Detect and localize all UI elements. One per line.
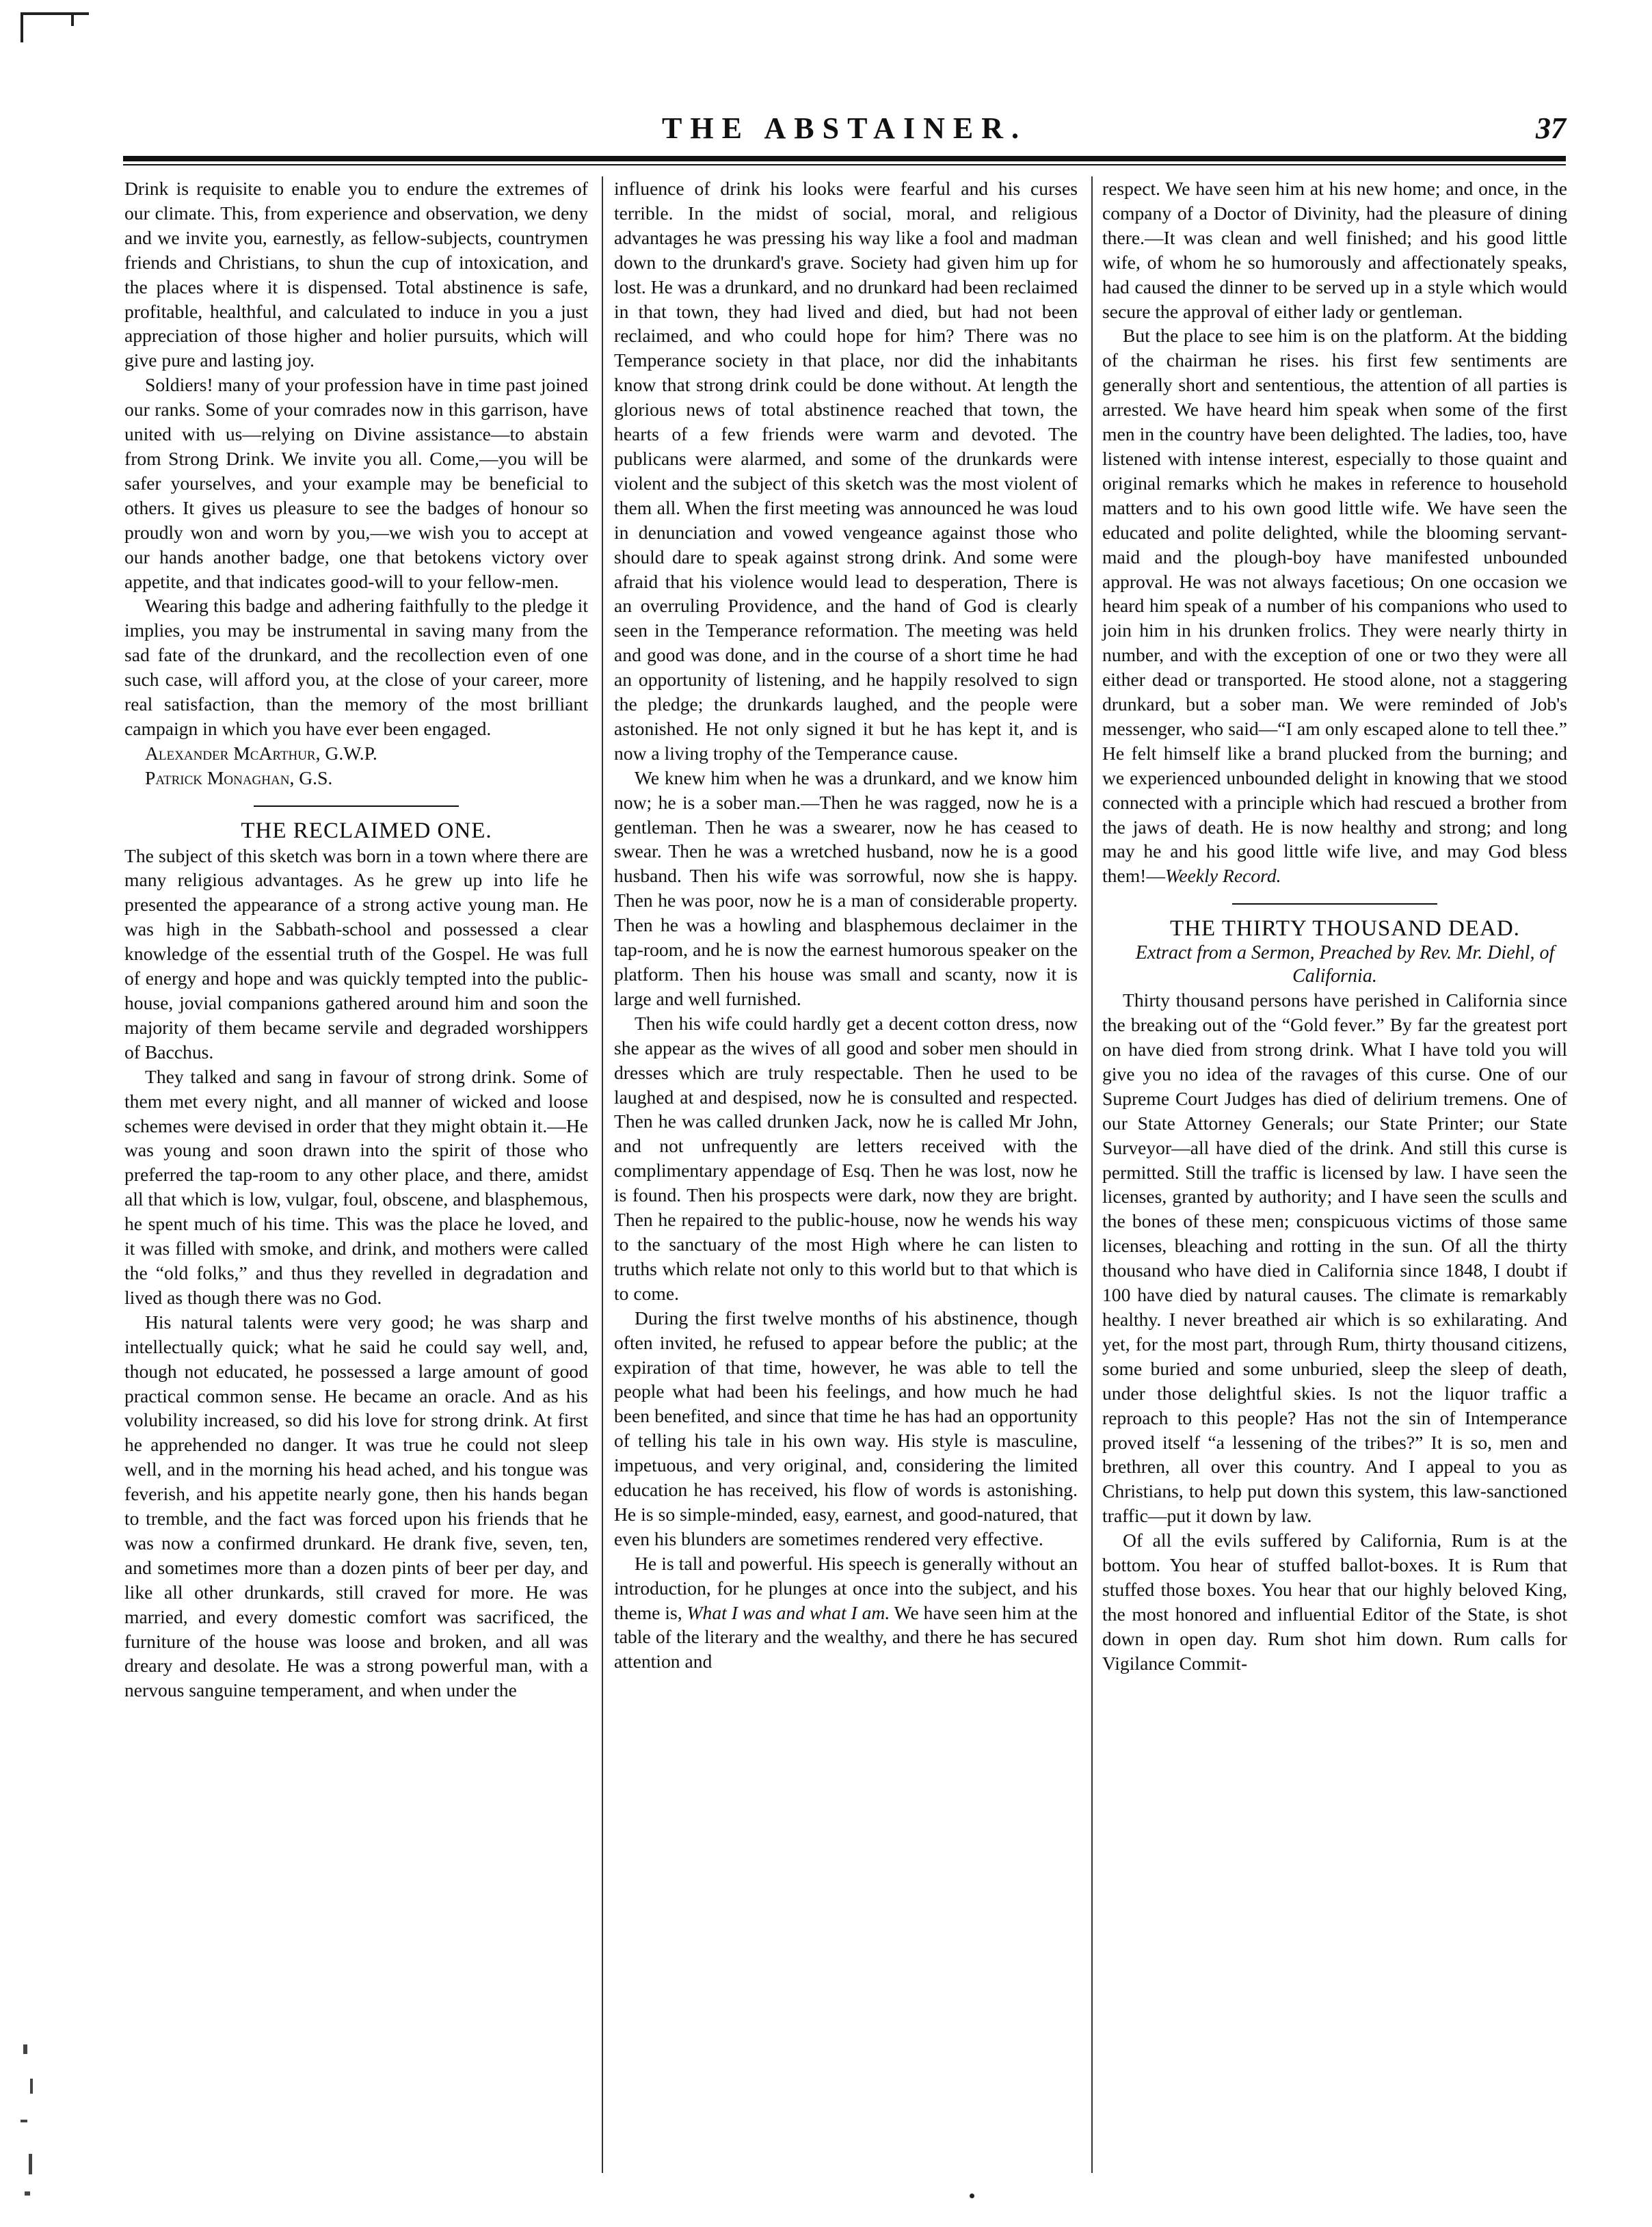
header-rule-thick (123, 156, 1566, 161)
paragraph: We knew him when he was a drunkard, and we know him now; he is a sober man.—Then he was ragged, now he is a gentleman. Then he was a swearer, now he has ceased to swear. Then he was a wretched husband, now he is a good husband. Then his wife was sorrowful, now she is happy. Then he was poor, now he is a man of considerable property. Then he was a howling and blasphemous declaimer in the tap-room, and he is now the earnest humorous speaker on the platform. Then his house was small and scanty, now it is large and well furnished. (614, 766, 1078, 1009)
paragraph (614, 1551, 1078, 1675)
paragraph: Then his wife could hardly get a decent cotton dress, now she appear as the wives of all good and sober men should in dresses which are truly respectable. Then he used to be laughed at and despised, now he is consulted and respected. Then he was called drunken Jack, now he is called Mr John, and not unfrequently are letters received with the complimentary appendage of Esq. Then he was lost, now he is found. Then his prospects were dark, now they are bright. Then he repaired to the public-house, now he wends his way to the sanctuary of the most High where he can listen to truths which relate not only to this world but to that which is to come. (614, 1012, 1078, 1304)
paragraph-text: But the place to see him is on the platform. At the bidding of the chairman he rises. his first few sentiments are generally short and sententious, the attention of all parties is arrested. We have heard him speak when some of the first men in the country have been delighted. The ladies, too, have listened with intense interest, especially to those quaint and original remarks which he makes in reference to household matters and to his own good little wife. We have seen the educated and polite delighted, while the blooming servant-maid and the plough-boy have manifested unbounded approval. He was not always facetious; On one occasion we heard him speak of a number of his companions who used to join him in his drunken frolics. They were nearly thirty in number, and with the exception of one or two they were all either dead or transported. He stood alone, not a staggering drunkard, but a sober man. We were reminded of Job's messenger, who said—“I am only escaped alone to tell thee.” He felt himself like a brand plucked from the burning; and we experienced unbounded delight in knowing that we stood connected with a principle which had rescued a brother from the jaws of death. He is now healthy and strong; and long may he and his good little wife live, and may God bless them!— (1102, 325, 1567, 887)
section-rule (254, 805, 459, 807)
paragraph: The subject of this sketch was born in a town where there are many religious advantages. As he grew up into life he presented the appearance of a strong active young man. He was high in the Sabbath-school and possessed a clear knowledge of the essential truth of the Gospel. He was full of energy and hope and was quickly tempted into the public-house, jovial companions gathered around him and soon the majority of them became servile and degraded worshippers of Bacchus. (124, 844, 588, 1063)
paragraph: Wearing this badge and adhering faithfully to the pledge it implies, you may be instrumental in saving many from the sad fate of the drunkard, and the recollection even of one such case, will afford you, at the close of your career, more real satisfaction, than the memory of the most brilliant campaign in which you have ever been engaged. (124, 595, 588, 739)
italic-phrase: What I was and what I am. (687, 1601, 890, 1623)
header-rule-thin (123, 164, 1566, 165)
paragraph: During the first twelve months of his abstinence, though often invited, he refused to appear before the public; at the expiration of that time, however, he was able to tell the people what had been his feelings, and how much he had been benefited, and since that time he has had an opportunity of telling his tale in his own way. His style is masculine, impetuous, and very original, and, considering the limited education he has received, his flow of words is astonishing. He is so simple-minded, easy, earnest, and good-natured, that even his blunders are sometimes rendered very effective. (614, 1307, 1078, 1549)
paragraph: His natural talents were very good; he was sharp and intellectually quick; what he said he could say well, and, though not educated, he possessed a large amount of good practical common sense. He became an oracle. And as his volubility increased, so did his love for strong drink. At first he apprehended no danger. It was true he could not sleep well, and in the morning his head ached, and his tongue was feverish, and his appetite nearly gone, then his hands began to tremble, and the fact was forced upon his friends that he was now a confirmed drunkard. He drank five, seven, ten, and sometimes more than a dozen pints of beer per day, and like all other drunkards, still craved for more. He was married, and every domestic comfort was sacrificed, the furniture of the house was loose and broken, and all was dreary and desolate. He was a strong powerful man, with a nervous sanguine temperament, and when under the (124, 1311, 588, 1701)
column-2 (614, 176, 1078, 1674)
column-1 (124, 176, 588, 1703)
paragraph: respect. We have seen him at his new home; and once, in the company of a Doctor of Divinity, had the pleasure of dining there.—It was clean and well finished; and his good little wife, of whom he so humorously and affectionately speaks, had caused the dinner to be served up in a style which would secure the approval of either lady or gentleman. (1102, 178, 1567, 322)
section-title: THE RECLAIMED ONE. (241, 818, 492, 843)
paragraph: influence of drink his looks were fearful and his curses terrible. In the midst of social, moral, and religious advantages he was pressing his way like a fool and madman down to the drunkard's grave. Society had given him up for lost. He was a drunkard, and no drunkard had been reclaimed in that town, they had lived and died, but had not been reclaimed, and who could hope for him? There was no Temperance society in that place, nor did the inhabitants know that strong drink could be done without. At length the glorious news of total abstinence reached that town, the hearts of a few friends were warm and devoted. The publicans were alarmed, and some of the drunkards were violent and the subject of this sketch was the most violent of them all. When the first meeting was announced he was loud in denunciation and vowed vengeance against those who should dare to speak against strong drink. And some were afraid that his violence would lead to desperation, There is an overruling Providence, and the hand of God is clearly seen in the Temperance reformation. The meeting was held and good was done, and in the course of a short time he had an opportunity of listening, and he happily resolved to sign the pledge; the drunkards laughed, and the people were astonished. He not only signed it but he has kept it, and is now a living trophy of the Temperance cause. (614, 178, 1078, 764)
column-divider (1091, 176, 1093, 2173)
paragraph-text: We have seen him at the table of the literary and the wealthy, and there he has secured attention and (614, 1601, 1078, 1672)
paragraph: Of all the evils suffered by California, Rum is at the bottom. You hear of stuffed ballot-boxes. It is Rum that stuffed those boxes. You hear that our highly beloved King, the most honored and influential Editor of the State, is shot down in open day. Rum shot him down. Rum calls for Vigilance Commit- (1102, 1530, 1567, 1674)
section-title: THE THIRTY THOUSAND DEAD. (1170, 916, 1520, 942)
corner-crop-mark (21, 12, 89, 42)
column-divider (602, 176, 603, 2173)
signature-line: Alexander McArthur, G.W.P. (145, 742, 377, 764)
paragraph: Thirty thousand persons have perished in California since the breaking out of the “Gold fever.” By far the greatest port on have died from strong drink. What I have told you will give you no idea of the ravages of this curse. One of our Supreme Court Judges has died of delirium tremens. One of our State Attorney Generals; our State Printer; our State Surveyor—all have died of the drink. And still this curse is permitted. Still the traffic is licensed by law. I have seen the licenses, granted by authority; and I have seen the sculls and the bones of these men; conspicuous victims of those same licenses, bleaching and rotting in the sun. Of all the thirty thousand who have died in California since 1848, I doubt if 100 have died by natural causes. The climate is remarkably healthy. I never breathed air which is so exhilarating. And yet, for the most part, through Rum, thirty thousand citizens, some buried and some unburied, sleep the sleep of death, under those delightful skies. Is not the liquor traffic a reproach to this people? Has not the sin of Intemperance proved itself “a lessening of the tribes?” It is so, men and brethren, all over this country. And I appeal to you as Christians, to help put down this system, this law-sanctioned traffic—put it down by law. (1102, 989, 1567, 1527)
paragraph-text: He is tall and powerful. His speech is generally without an introduction, for he plunges at once into the subject, and his theme is, (614, 1552, 1078, 1623)
page-number: 37 (1536, 111, 1566, 145)
print-speck (970, 2193, 974, 2198)
publication-title: THE ABSTAINER. (662, 111, 1027, 145)
paragraph: They talked and sang in favour of strong drink. Some of them met every night, and all manner of wicked and loose schemes were devised in order that they might obtain it.—He was young and soon drawn into the spirit of those who preferred the tap-room to any other place, and there, amidst all that which is low, vulgar, foul, obscene, and blasphemous, he spent much of his time. This was the place he loved, and it was filled with smoke, and drink, and mothers were called the “old folks,” and thus they revelled in degradation and lived as though there was no God. (124, 1065, 588, 1308)
paragraph: Soldiers! many of your profession have in time past joined our ranks. Some of your comrades now in this garrison, have united with us—relying on Divine assistance—to abstain from Strong Drink. We invite you all. Come,—you will be safer yourselves, and your example may be beneficial to others. It gives us pleasure to see the badges of honour so proudly won and worn by you,—we wish you to accept at our hands another badge, one that betokens victory over appetite, and that indicates good-will to your fellow-men. (124, 374, 588, 592)
paragraph (1102, 323, 1567, 888)
column-3 (1102, 176, 1567, 1676)
signature-line: Patrick Monaghan, G.S. (145, 766, 333, 788)
section-rule (1232, 903, 1437, 905)
paragraph: Drink is requisite to enable you to endure the extremes of our climate. This, from experience and observation, we deny and we invite you, earnestly, as fellow-subjects, countrymen friends and Christians, to shun the cup of intoxication, and the places where it is dispensed. Total abstinence is safe, profitable, healthful, and calculated to induce in you a just appreciation of those higher and holier pursuits, which will give pure and lasting joy. (124, 178, 588, 371)
page-header (123, 111, 1566, 152)
section-subtitle: Extract from a Sermon, Preached by Rev. Mr. Diehl, of California. (1135, 942, 1555, 987)
margin-specks (16, 2038, 44, 2209)
source-credit: Weekly Record. (1164, 865, 1281, 887)
